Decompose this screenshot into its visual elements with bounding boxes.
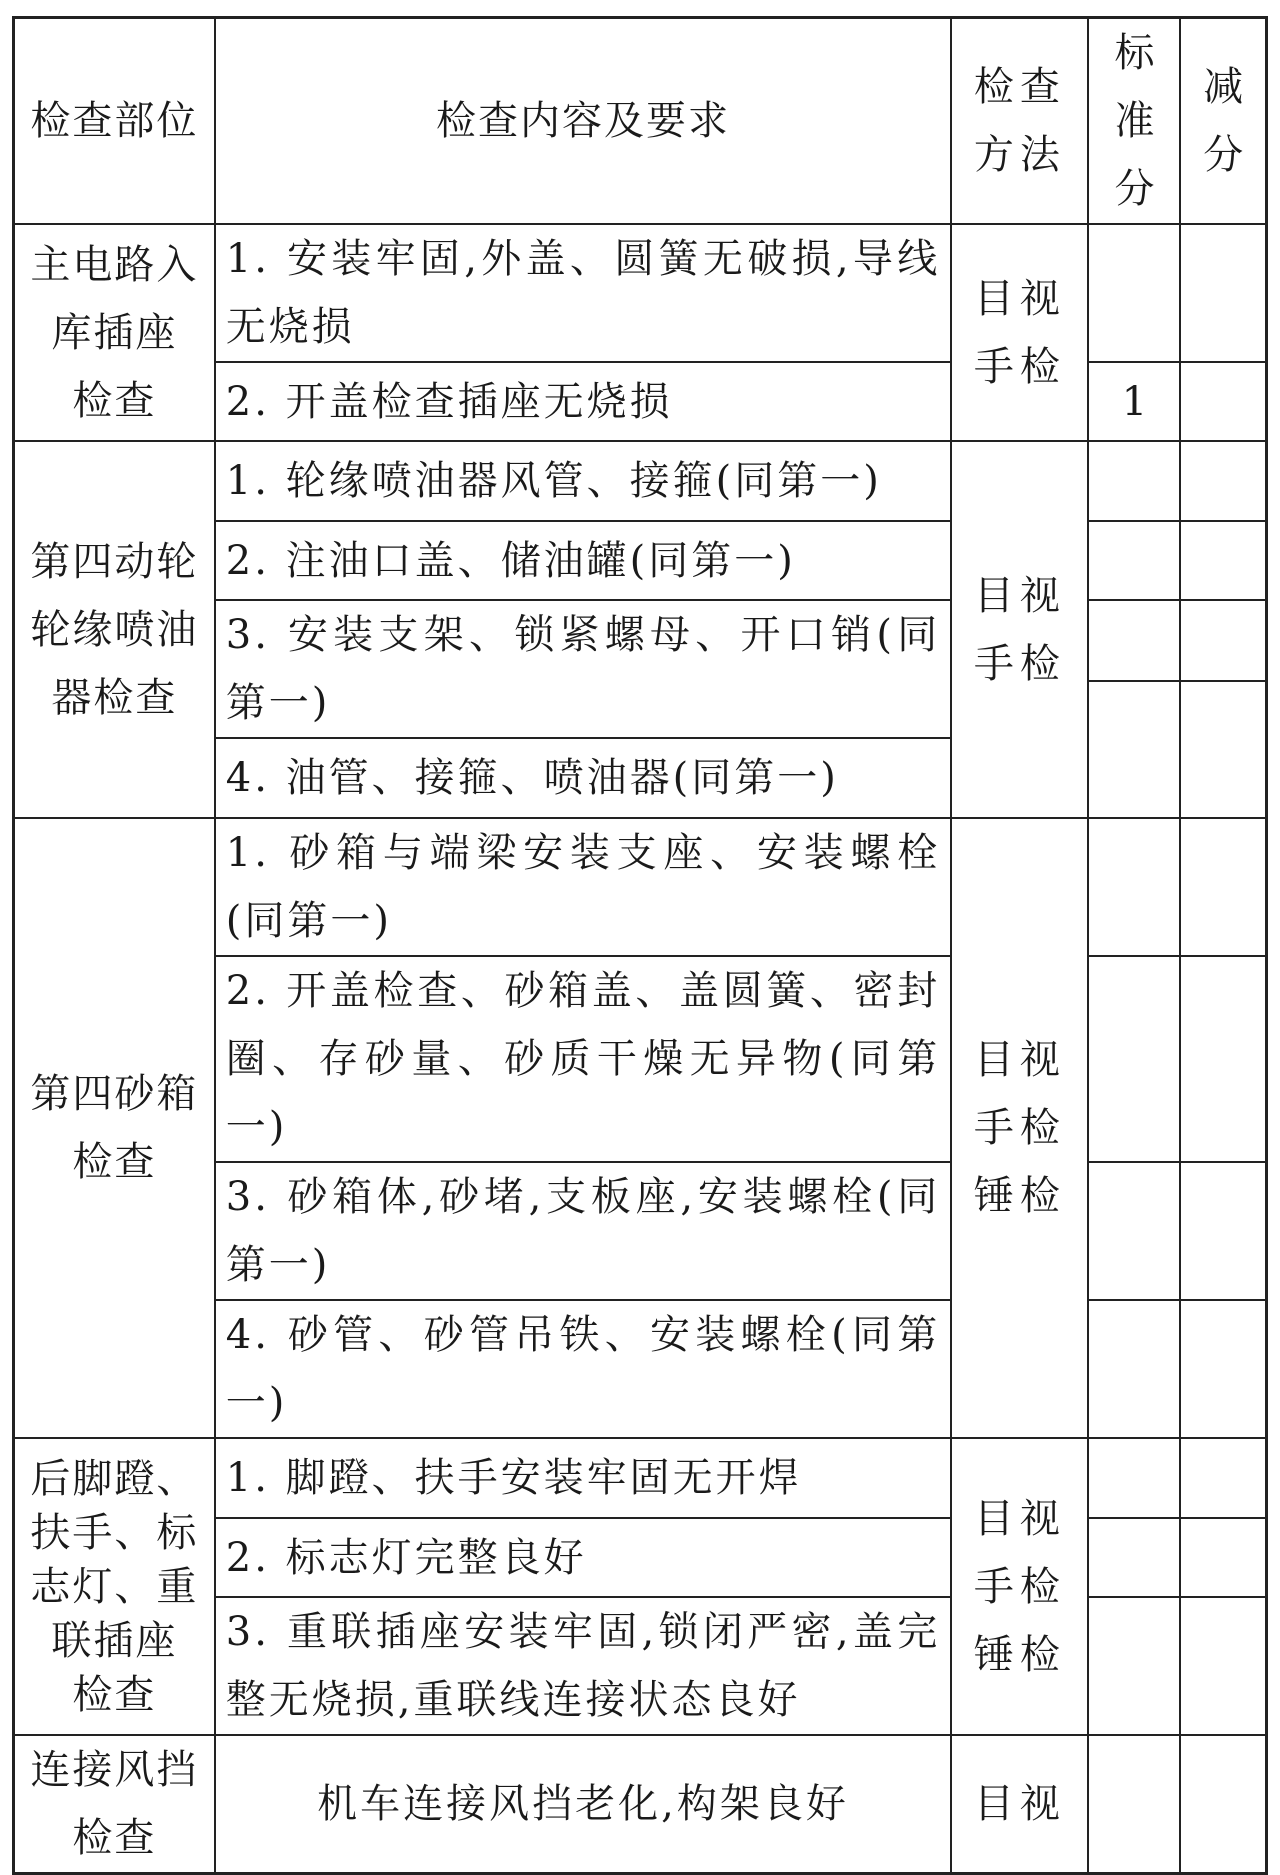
item-text: 1. 安装牢固,外盖、圆簧无破损,导线无烧损 (215, 224, 951, 362)
header-method (951, 18, 1088, 225)
table-row (14, 818, 1267, 956)
deduct-score (1180, 1438, 1266, 1518)
standard-score (1088, 1597, 1180, 1735)
part-line: 检查 (72, 1815, 157, 1861)
deduct-score (1180, 521, 1266, 600)
part-line: 检查 (72, 1139, 157, 1185)
standard-score (1088, 681, 1180, 818)
method-line: 目视 (973, 1495, 1066, 1542)
part-line: 库插座 (51, 309, 178, 356)
method-line: 手检 (973, 343, 1066, 390)
deduct-score (1180, 1597, 1266, 1735)
part-line: 扶手、标 (30, 1509, 199, 1556)
section-part-cell (14, 1438, 215, 1735)
deduct-score (1180, 600, 1266, 681)
part-line: 联插座 (51, 1617, 178, 1664)
table-row (14, 441, 1267, 521)
deduct-score (1180, 362, 1266, 441)
standard-score (1088, 1735, 1180, 1874)
standard-score (1088, 600, 1180, 681)
header-method-line2: 方法 (973, 132, 1066, 178)
method-line: 锤检 (973, 1631, 1066, 1678)
header-standard-line1: 标 (1114, 30, 1155, 76)
method-line: 手检 (973, 1105, 1066, 1151)
section-part-cell (14, 1735, 215, 1874)
item-text: 2. 标志灯完整良好 (215, 1518, 951, 1597)
header-standard-line3: 分 (1114, 166, 1155, 212)
method-line: 目视 (973, 1781, 1066, 1827)
section-method-cell (951, 224, 1088, 441)
method-line: 锤检 (973, 1173, 1066, 1219)
deduct-score (1180, 1735, 1266, 1874)
header-deduct-line1: 减 (1203, 64, 1244, 110)
header-deduct-line2: 分 (1203, 132, 1244, 178)
item-text: 3. 砂箱体,砂堵,支板座,安装螺栓(同第一) (215, 1162, 951, 1300)
header-part: 检查部位 (14, 18, 215, 225)
part-line: 轮缘喷油 (30, 606, 199, 653)
part-line: 后脚蹬、 (30, 1455, 199, 1502)
part-line: 志灯、重 (30, 1563, 199, 1610)
deduct-score (1180, 441, 1266, 521)
deduct-score (1180, 1162, 1266, 1300)
header-standard (1088, 18, 1180, 225)
item-text: 3. 安装支架、锁紧螺母、开口销(同第一) (215, 600, 951, 738)
standard-score (1088, 441, 1180, 521)
item-text: 机车连接风挡老化,构架良好 (215, 1735, 951, 1874)
inspection-table (12, 16, 1268, 1875)
deduct-score (1180, 224, 1266, 362)
deduct-score (1180, 1518, 1266, 1597)
standard-score (1088, 521, 1180, 600)
standard-score: 1 (1088, 362, 1180, 441)
item-text: 4. 砂管、砂管吊铁、安装螺栓(同第一) (215, 1300, 951, 1438)
method-line: 目视 (973, 1037, 1066, 1083)
part-line: 检查 (72, 1671, 157, 1718)
standard-score (1088, 1438, 1180, 1518)
item-text: 2. 注油口盖、储油罐(同第一) (215, 521, 951, 600)
deduct-score (1180, 1300, 1266, 1438)
section-method-cell (951, 818, 1088, 1438)
standard-score (1088, 1518, 1180, 1597)
section-method-cell (951, 1735, 1088, 1874)
method-line: 手检 (973, 640, 1066, 687)
item-text: 4. 油管、接箍、喷油器(同第一) (215, 738, 951, 818)
standard-score (1088, 224, 1180, 362)
section-part-cell (14, 224, 215, 441)
deduct-score (1180, 681, 1266, 818)
item-text: 2. 开盖检查、砂箱盖、盖圆簧、密封圈、存砂量、砂质干燥无异物(同第一) (215, 956, 951, 1162)
header-standard-line2: 准 (1114, 98, 1155, 144)
table-row (14, 1438, 1267, 1518)
section-method-cell (951, 1438, 1088, 1735)
standard-score (1088, 1300, 1180, 1438)
item-text: 2. 开盖检查插座无烧损 (215, 362, 951, 441)
item-text: 1. 砂箱与端梁安装支座、安装螺栓(同第一) (215, 818, 951, 956)
item-text: 1. 轮缘喷油器风管、接箍(同第一) (215, 441, 951, 521)
deduct-score (1180, 818, 1266, 956)
standard-score (1088, 956, 1180, 1162)
table-row (14, 1735, 1267, 1874)
deduct-score (1180, 956, 1266, 1162)
header-method-line1: 检查 (973, 64, 1066, 110)
part-line: 第四砂箱 (30, 1071, 199, 1117)
standard-score (1088, 818, 1180, 956)
item-text: 1. 脚蹬、扶手安装牢固无开焊 (215, 1438, 951, 1518)
part-line: 第四动轮 (30, 538, 199, 585)
header-row (14, 18, 1267, 225)
header-deduct (1180, 18, 1266, 225)
method-line: 手检 (973, 1563, 1066, 1610)
part-line: 检查 (72, 377, 157, 424)
section-method-cell (951, 441, 1088, 818)
method-line: 目视 (973, 275, 1066, 322)
standard-score (1088, 1162, 1180, 1300)
part-line: 器检查 (51, 674, 178, 721)
part-line: 主电路入 (30, 241, 199, 288)
table-row (14, 224, 1267, 362)
section-part-cell (14, 818, 215, 1438)
method-line: 目视 (973, 572, 1066, 619)
part-line: 连接风挡 (30, 1747, 199, 1793)
header-content: 检查内容及要求 (215, 18, 951, 225)
section-part-cell (14, 441, 215, 818)
item-text: 3. 重联插座安装牢固,锁闭严密,盖完整无烧损,重联线连接状态良好 (215, 1597, 951, 1735)
